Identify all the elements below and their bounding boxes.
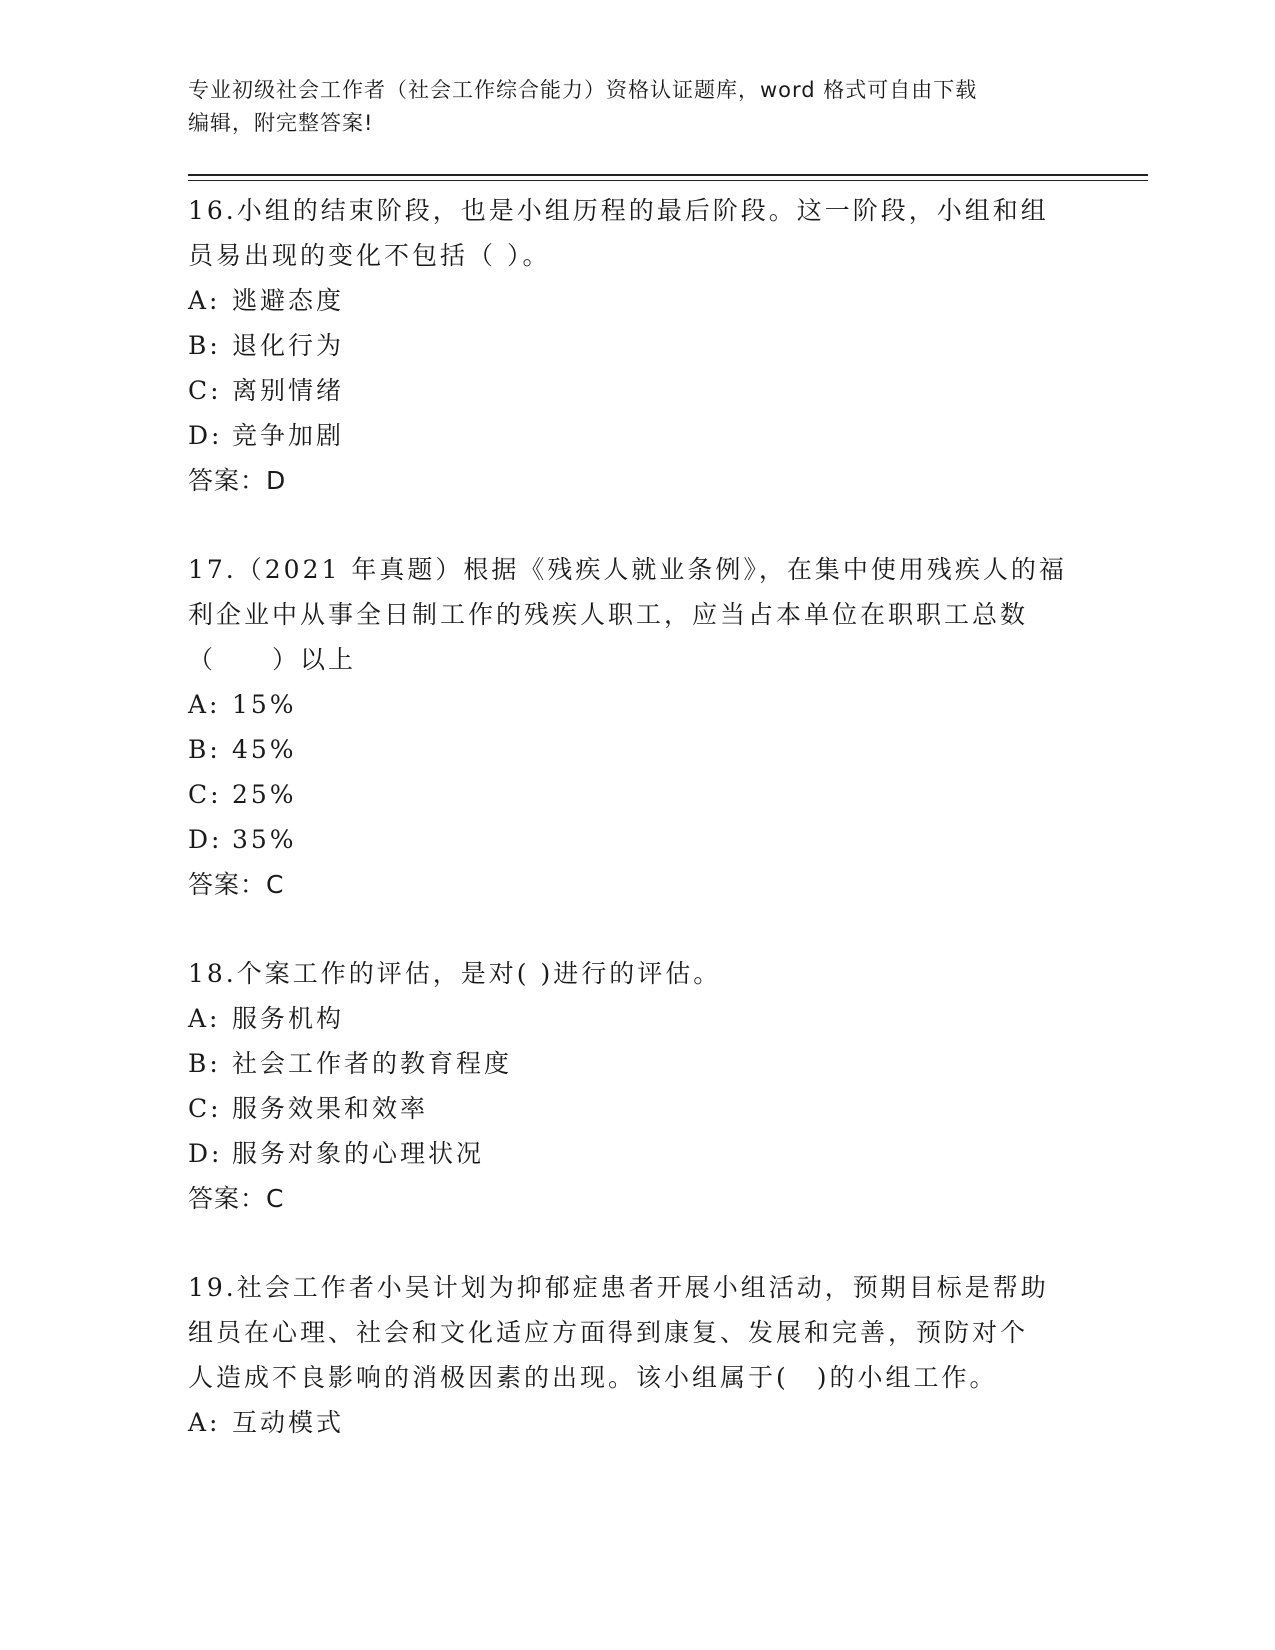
option-letter: A: <box>188 1408 221 1437</box>
answer-line: 答案：D <box>188 466 287 495</box>
option-letter: B: <box>188 735 221 764</box>
stem-line: 17.（2021 年真题）根据《残疾人就业条例》，在集中使用残疾人的福 <box>188 555 1067 584</box>
option-letter: D: <box>188 825 223 854</box>
stem-line: 人造成不良影响的消极因素的出现。该小组属于( )的小组工作。 <box>188 1363 998 1392</box>
option-c <box>188 772 1148 817</box>
option-letter: D: <box>188 421 223 450</box>
header-divider <box>188 174 1148 181</box>
option-letter: C: <box>188 1094 222 1123</box>
option-text: 逃避态度 <box>232 286 345 315</box>
option-text: 离别情绪 <box>232 376 345 405</box>
stem-line: （ ）以上 <box>188 645 357 674</box>
question-stem <box>188 547 1068 682</box>
option-letter: A: <box>188 1004 221 1033</box>
option-letter: D: <box>188 1139 223 1168</box>
option-d <box>188 413 1148 458</box>
stem-line: 利企业中从事全日制工作的残疾人职工，应当占本单位在职职工总数 <box>188 600 1029 629</box>
option-d <box>188 817 1148 862</box>
option-a <box>188 1400 1148 1445</box>
option-c <box>188 368 1148 413</box>
stem-line: 组员在心理、社会和文化适应方面得到康复、发展和完善，预防对个 <box>188 1318 1029 1347</box>
question-19 <box>188 1265 1148 1445</box>
option-text: 退化行为 <box>232 331 345 360</box>
option-c <box>188 1086 1148 1131</box>
answer-line: 答案：C <box>188 870 285 899</box>
option-text: 25% <box>232 780 297 809</box>
stem-line: 18.个案工作的评估，是对( )进行的评估。 <box>188 959 722 988</box>
option-letter: A: <box>188 690 221 719</box>
option-text: 竞争加剧 <box>232 421 345 450</box>
option-a <box>188 996 1148 1041</box>
option-text: 互动模式 <box>232 1408 345 1437</box>
option-text: 35% <box>232 825 297 854</box>
question-17 <box>188 547 1148 907</box>
option-letter: C: <box>188 780 222 809</box>
stem-line: 16.小组的结束阶段，也是小组历程的最后阶段。这一阶段，小组和组 <box>188 196 1049 225</box>
option-b <box>188 323 1148 368</box>
option-text: 15% <box>232 690 297 719</box>
option-text: 服务对象的心理状况 <box>232 1139 485 1168</box>
question-stem <box>188 1265 1068 1400</box>
option-text: 服务机构 <box>232 1004 345 1033</box>
option-d <box>188 1131 1148 1176</box>
option-letter: B: <box>188 1049 221 1078</box>
option-a <box>188 682 1148 727</box>
document-header <box>188 74 1068 140</box>
option-letter: B: <box>188 331 221 360</box>
option-text: 社会工作者的教育程度 <box>232 1049 513 1078</box>
question-18 <box>188 951 1148 1221</box>
question-16 <box>188 188 1148 503</box>
stem-line: 员易出现的变化不包括（ ）。 <box>188 241 551 270</box>
header-line-2: 编辑，附完整答案! <box>188 111 374 135</box>
option-letter: C: <box>188 376 222 405</box>
option-text: 45% <box>232 735 297 764</box>
question-stem <box>188 188 1068 278</box>
answer-line: 答案：C <box>188 1184 285 1213</box>
header-line-1: 专业初级社会工作者（社会工作综合能力）资格认证题库，word 格式可自由下载 <box>188 78 978 102</box>
question-stem <box>188 951 1068 996</box>
option-letter: A: <box>188 286 221 315</box>
option-b <box>188 1041 1148 1086</box>
option-b <box>188 727 1148 772</box>
stem-line: 19.社会工作者小吴计划为抑郁症患者开展小组活动，预期目标是帮助 <box>188 1273 1049 1302</box>
option-a <box>188 278 1148 323</box>
question-list <box>188 188 1148 1445</box>
option-text: 服务效果和效率 <box>232 1094 429 1123</box>
document-page <box>188 74 1148 1489</box>
